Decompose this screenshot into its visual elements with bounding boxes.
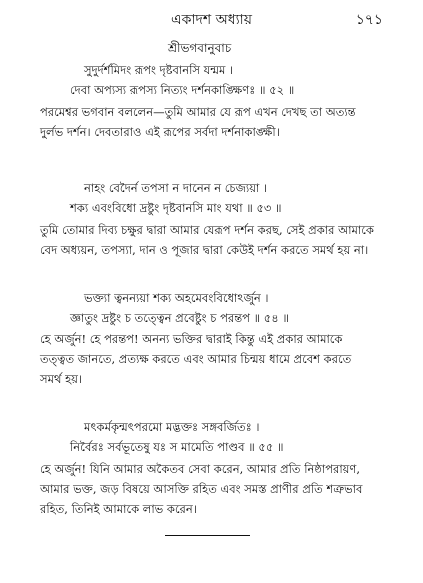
purport-54: [40, 329, 396, 389]
purport-line: পরমেশ্বর ভগবান বললেন—তুমি আমার যে রূপ এখন দেখছ তা অত্যন্ত: [40, 105, 356, 119]
page-number: ১৭১: [355, 12, 383, 28]
verse-line: নির্বৈরঃ সর্বভূতেষু যঃ স মামেতি পাণ্ডব ॥ ৫৫ ॥: [70, 440, 284, 454]
verse-line: ভক্ত্যা ত্বনন্যয়া শক্য অহমেবংবিধোঽর্জুন ।: [84, 291, 269, 305]
purport-line: তুমি তোমার দিব্য চক্ষুর দ্বারা আমার যেরূপ দর্শন করছ, সেই প্রকার আমাকে: [40, 223, 374, 237]
purport-line: আমার ভক্ত, জড় বিষয়ে আসক্তি রহিত এবং সমস্ত প্রাণীর প্রতি শত্রুভাব: [40, 482, 363, 496]
verse-52: [70, 60, 294, 100]
verse-53: [70, 178, 282, 218]
chapter-title: একাদশ অধ্যায়: [171, 12, 252, 28]
verse-line: নাহং বেদৈর্ন তপসা ন দানেন ন চেজ্যয়া ।: [84, 181, 268, 195]
verse-line: মৎকর্মকৃন্মৎপরমো মদ্ভক্তঃ সঙ্গবর্জিতঃ ।: [84, 420, 260, 434]
purport-line: বেদ অধ্যয়ন, তপস্যা, দান ও পূজার দ্বারা কেউই দর্শন করতে সমর্থ হয় না।: [40, 243, 369, 257]
verse-line: সুদুর্দর্শমিদং রূপং দৃষ্টবানসি যন্মম ।: [84, 63, 234, 77]
verse-line: দেবা অপ্যস্য রূপস্য নিত্যং দর্শনকাঙ্ক্ষিণঃ ॥ ৫২ ॥: [70, 83, 295, 97]
verse-54: [70, 288, 289, 328]
verse-55: [70, 417, 283, 457]
section-divider: [165, 535, 250, 536]
purport-line: দুর্লভ দর্শন। দেবতারাও এই রূপের সর্বদা দর্শনাকাঙ্ক্ষী।: [40, 125, 280, 139]
purport-line: হে অর্জুন! যিনি আমার অকৈতব সেবা করেন, আমার প্রতি নিষ্ঠাপরায়ণ,: [40, 462, 361, 476]
purport-line: সমর্থ হয়।: [40, 372, 83, 386]
purport-line: রহিত, তিনিই আমাকে লাভ করেন।: [40, 502, 197, 516]
purport-55: [40, 459, 396, 519]
section-heading: শ্রীভগবানুবাচ: [168, 41, 232, 55]
purport-52: [40, 102, 396, 142]
verse-line: শক্য এবংবিধো দ্রষ্টুং দৃষ্টবানসি মাং যথা ॥ ৫৩ ॥: [70, 201, 282, 215]
purport-line: হে অর্জুন! হে পরন্তপ! অনন্য ভক্তির দ্বারাই কিন্তু এই প্রকার আমাকে: [40, 332, 343, 346]
purport-line: তত্ত্বত জানতে, প্রত্যক্ষ করতে এবং আমার চিন্ময় ধামে প্রবেশ করতে: [40, 352, 352, 366]
verse-line: জ্ঞাতুং দ্রষ্টুং চ তত্ত্বেন প্রবেষ্টুং চ পরন্তপ ॥ ৫৪ ॥: [70, 311, 289, 325]
purport-53: [40, 220, 396, 260]
